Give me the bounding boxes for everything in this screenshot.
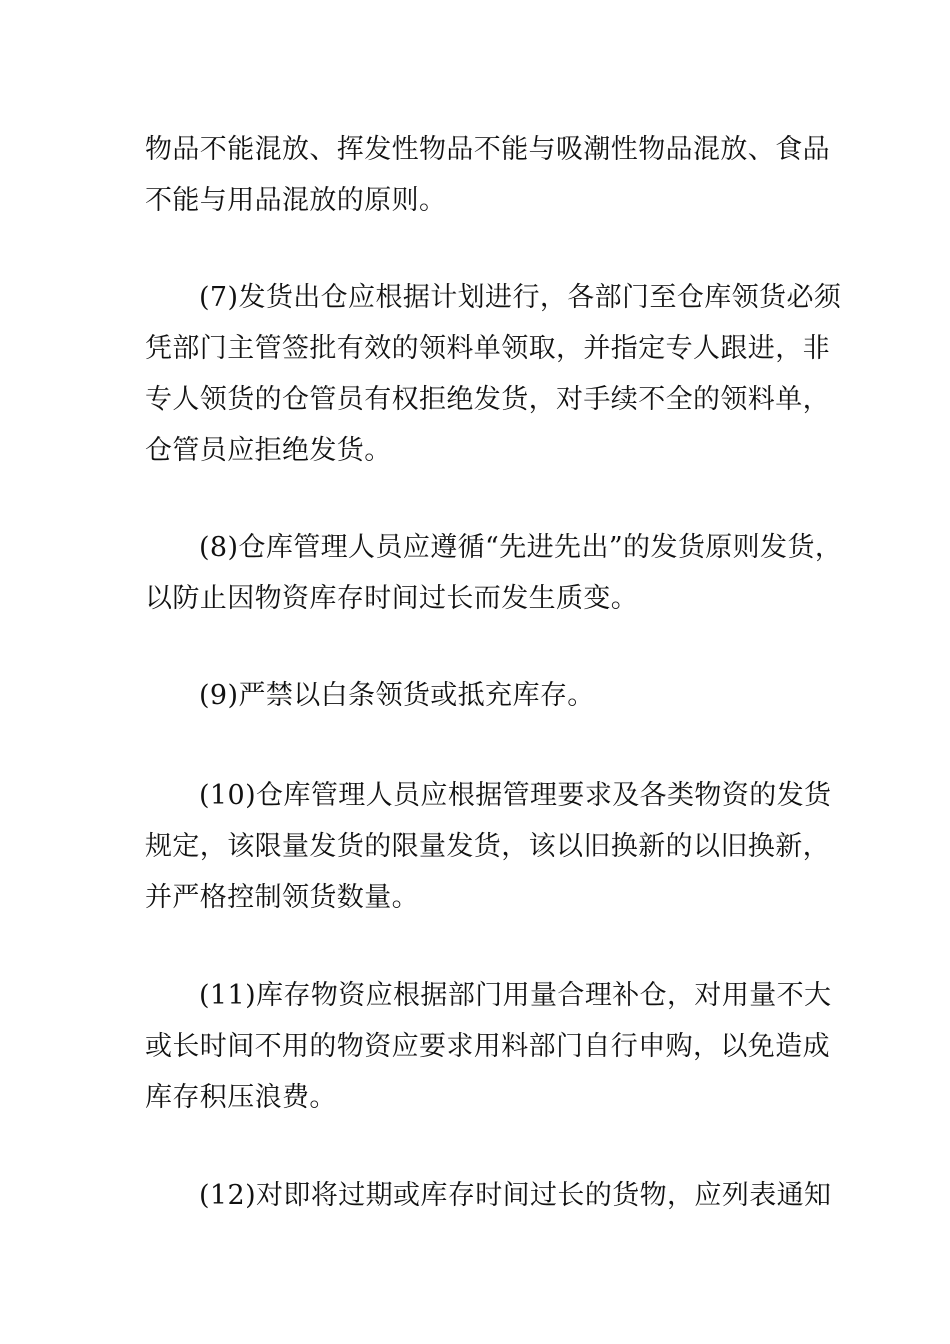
paragraph-9 [145, 670, 815, 721]
paragraph-12 [145, 1170, 832, 1221]
text-line: 物品不能混放、挥发性物品不能与吸潮性物品混放、食品 [145, 134, 830, 165]
text-line: 凭部门主管签批有效的领料单领取，并指定专人跟进，非 [145, 333, 830, 364]
text-line: (7)发货出仓应根据计划进行，各部门至仓库领货必须 [199, 282, 842, 313]
text-line: (8)仓库管理人员应遵循“先进先出”的发货原则发货， [199, 532, 843, 563]
text-line: 并严格控制领货数量。 [145, 882, 419, 913]
text-line: (11)库存物资应根据部门用量合理补仓，对用量不大 [199, 980, 832, 1011]
paragraph-10 [145, 770, 832, 923]
paragraph-11 [145, 970, 832, 1123]
paragraph-7 [145, 272, 842, 476]
text-line: 不能与用品混放的原则。 [145, 185, 447, 216]
paragraph-6-continued [145, 124, 830, 226]
text-line: (10)仓库管理人员应根据管理要求及各类物资的发货 [199, 780, 832, 811]
text-line: 专人领货的仓管员有权拒绝发货，对手续不全的领料单， [145, 384, 830, 415]
paragraph-8 [145, 522, 843, 624]
text-line: 仓管员应拒绝发货。 [145, 435, 392, 466]
text-line: 或长时间不用的物资应要求用料部门自行申购，以免造成 [145, 1031, 830, 1062]
text-line: 库存积压浪费。 [145, 1082, 337, 1113]
text-line: 规定，该限量发货的限量发货，该以旧换新的以旧换新， [145, 831, 830, 862]
text-line: (9)严禁以白条领货或抵充库存。 [199, 680, 595, 711]
text-line: 以防止因物资库存时间过长而发生质变。 [145, 583, 639, 614]
text-line: (12)对即将过期或库存时间过长的货物，应列表通知 [199, 1180, 832, 1211]
